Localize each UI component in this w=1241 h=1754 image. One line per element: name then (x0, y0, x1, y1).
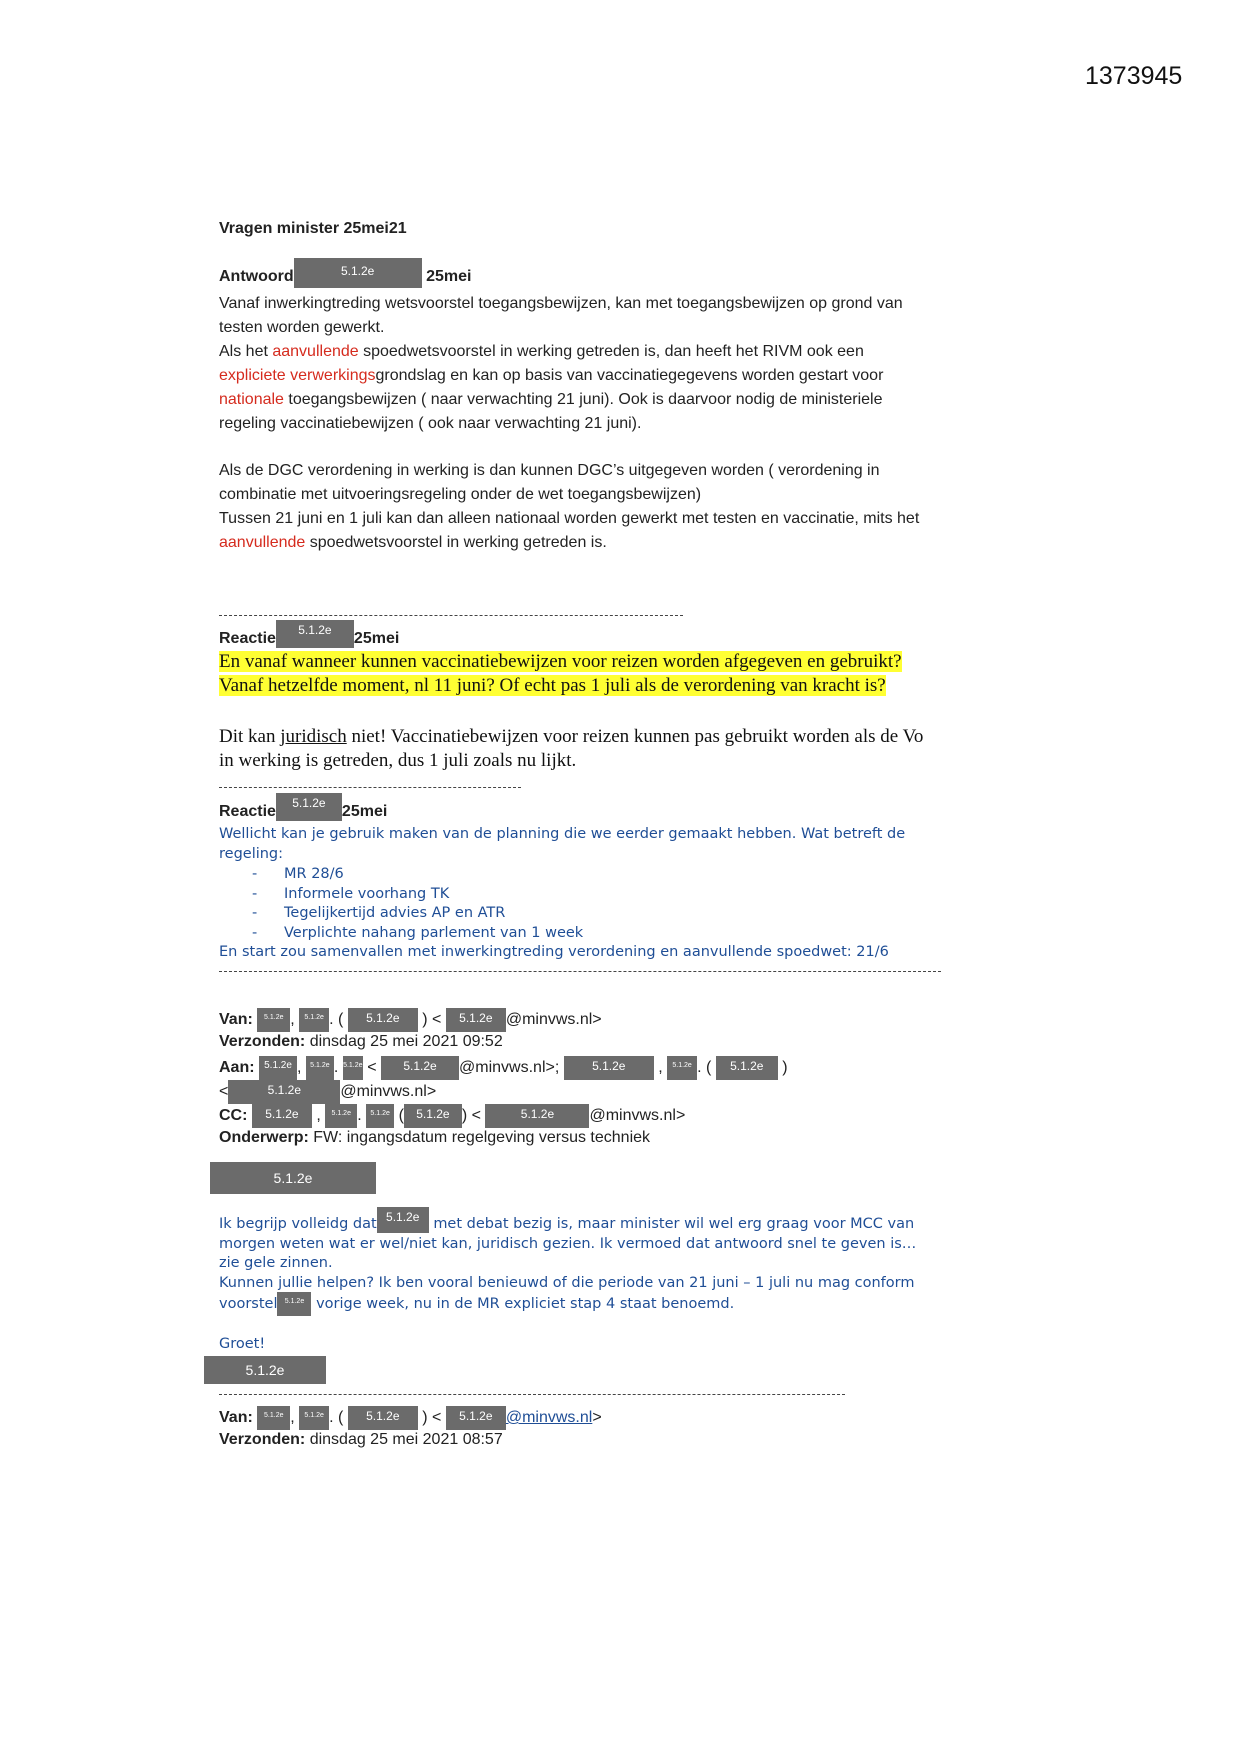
redaction: 5.1.2e (404, 1104, 462, 1128)
email-link[interactable]: @minvws.nl (505, 1409, 593, 1427)
redaction: 5.1.2e (306, 1056, 334, 1080)
redaction: 5.1.2e (299, 1008, 329, 1032)
email-from: Van: 5.1.2e , 5.1.2e . ( 5.1.2e ) < 5.1.2e @minvws.nl> (219, 1008, 602, 1032)
list-item: - Verplichte nahang parlement van 1 week (252, 925, 584, 941)
highlighted-question: En vanaf wanneer kunnen vaccinatiebewijzen voor reizen worden afgegeven en gebruikt? (219, 651, 902, 672)
email-body-line: zie gele zinnen. (219, 1255, 333, 1271)
list-item: - Tegelijkertijd advies AP en ATR (252, 905, 506, 921)
redaction: 5.1.2e (325, 1104, 357, 1128)
redaction: 5.1.2e (252, 1104, 312, 1128)
paragraph-line: En start zou samenvallen met inwerkingtreding verordening en aanvullende spoedwet: 21/6 (219, 944, 889, 960)
antwoord-header: Antwoord 5.1.2e 25mei (219, 266, 471, 288)
list-item: - Informele voorhang TK (252, 886, 450, 902)
paragraph-line: nationale toegangsbewijzen ( naar verwachting 21 juni). Ook is daarvoor nodig de ministeriele (219, 391, 883, 408)
redaction: 5.1.2e (348, 1008, 418, 1032)
email-body-line: voorstel 5.1.2e vorige week, nu in de MR expliciet stap 4 staat benoemd. (219, 1292, 734, 1316)
redaction: 5.1.2e (446, 1008, 506, 1032)
highlighted-question: Vanaf hetzelfde moment, nl 11 juni? Of echt pas 1 juli als de verordening van kracht is? (219, 675, 886, 696)
redaction: 5.1.2e (276, 620, 354, 648)
redaction: 5.1.2e (564, 1056, 654, 1080)
email-greeting: Groet! (219, 1336, 266, 1352)
redaction: 5.1.2e (257, 1008, 290, 1032)
redaction: 5.1.2e (667, 1056, 697, 1080)
reactie1-header: Reactie5.1.2e25mei (219, 629, 399, 649)
redaction: 5.1.2e (377, 1207, 429, 1233)
divider (219, 615, 683, 616)
redaction: 5.1.2e (299, 1406, 329, 1430)
email-to: Aan: 5.1.2e , 5.1.2e . 5.1.2e < 5.1.2e @minvws.nl>; 5.1.2e , 5.1.2e . ( 5.1.2e ) (219, 1056, 788, 1080)
email2-sent: Verzonden: dinsdag 25 mei 2021 08:57 (219, 1431, 503, 1448)
redaction-signature: 5.1.2e (204, 1356, 326, 1384)
email-body-line: morgen weten wat er wel/niet kan, juridisch gezien. Ik vermoed dat antwoord snel te geven is… (219, 1236, 917, 1252)
page-title: Vragen minister 25mei21 (219, 220, 407, 237)
email-subject: Onderwerp: FW: ingangsdatum regelgeving versus techniek (219, 1129, 651, 1146)
answer-line: in werking is getreden, dus 1 juli zoals nu lijkt. (219, 750, 577, 771)
redaction: 5.1.2e (277, 1292, 311, 1316)
redaction: 5.1.2e (259, 1056, 297, 1080)
redaction: 5.1.2e (228, 1080, 340, 1104)
list-item: - MR 28/6 (252, 866, 344, 882)
email-body-line: Ik begrijp volleidg dat 5.1.2e met debat bezig is, maar minister wil wel erg graag voor MCC van (219, 1214, 914, 1234)
divider (219, 787, 521, 788)
divider (219, 1394, 845, 1395)
email-body-line: Kunnen jullie helpen? Ik ben vooral benieuwd of die periode van 21 juni – 1 juli nu mag conform (219, 1275, 915, 1291)
redaction: 5.1.2e (343, 1056, 363, 1080)
document-number: 1373945 (1085, 62, 1183, 90)
email-to-continued: < 5.1.2e @minvws.nl> (219, 1080, 436, 1104)
paragraph-line: Vanaf inwerkingtreding wetsvoorstel toegangsbewijzen, kan met toegangsbewijzen op grond van (219, 295, 903, 312)
paragraph-line: Wellicht kan je gebruik maken van de planning die we eerder gemaakt hebben. Wat betreft de (219, 826, 906, 842)
divider (219, 971, 941, 972)
redaction: 5.1.2e (276, 793, 342, 821)
redaction: 5.1.2e (716, 1056, 778, 1080)
paragraph-line: Als het aanvullende spoedwetsvoorstel in werking getreden is, dan heeft het RIVM ook een (219, 343, 864, 360)
reactie2-header: Reactie5.1.2e25mei (219, 802, 387, 822)
redaction-block: 5.1.2e (210, 1162, 376, 1194)
paragraph-line: testen worden gewerkt. (219, 319, 385, 336)
redaction: 5.1.2e (381, 1056, 459, 1080)
email-sent: Verzonden: dinsdag 25 mei 2021 09:52 (219, 1033, 503, 1050)
paragraph-line: regeling vaccinatiebewijzen ( ook naar verwachting 21 juni). (219, 415, 642, 432)
paragraph-line: expliciete verwerkingsgrondslag en kan op basis van vaccinatiegegevens worden gestart voor (219, 367, 884, 384)
redaction: 5.1.2e (366, 1104, 394, 1128)
answer-line: Dit kan juridisch niet! Vaccinatiebewijzen voor reizen kunnen pas gebruikt worden als de Vo (219, 726, 924, 747)
paragraph-line: aanvullende spoedwetsvoorstel in werking getreden is. (219, 534, 607, 551)
redaction: 5.1.2e (348, 1406, 418, 1430)
paragraph-line: combinatie met uitvoeringsregeling onder de wet toegangsbewijzen) (219, 486, 702, 503)
email-cc: CC: 5.1.2e , 5.1.2e . 5.1.2e ( 5.1.2e ) < 5.1.2e @minvws.nl> (219, 1104, 685, 1128)
redaction: 5.1.2e (294, 258, 422, 288)
redaction: 5.1.2e (446, 1406, 506, 1430)
paragraph-line: Als de DGC verordening in werking is dan kunnen DGC’s uitgegeven worden ( verordening in (219, 462, 880, 479)
redaction: 5.1.2e (485, 1104, 589, 1128)
paragraph-line: regeling: (219, 846, 284, 862)
redaction: 5.1.2e (257, 1406, 290, 1430)
email2-from: Van: 5.1.2e , 5.1.2e . ( 5.1.2e ) < 5.1.2e @minvws.nl> (219, 1406, 602, 1430)
paragraph-line: Tussen 21 juni en 1 juli kan dan alleen nationaal worden gewerkt met testen en vaccinatie, mits het (219, 510, 920, 527)
